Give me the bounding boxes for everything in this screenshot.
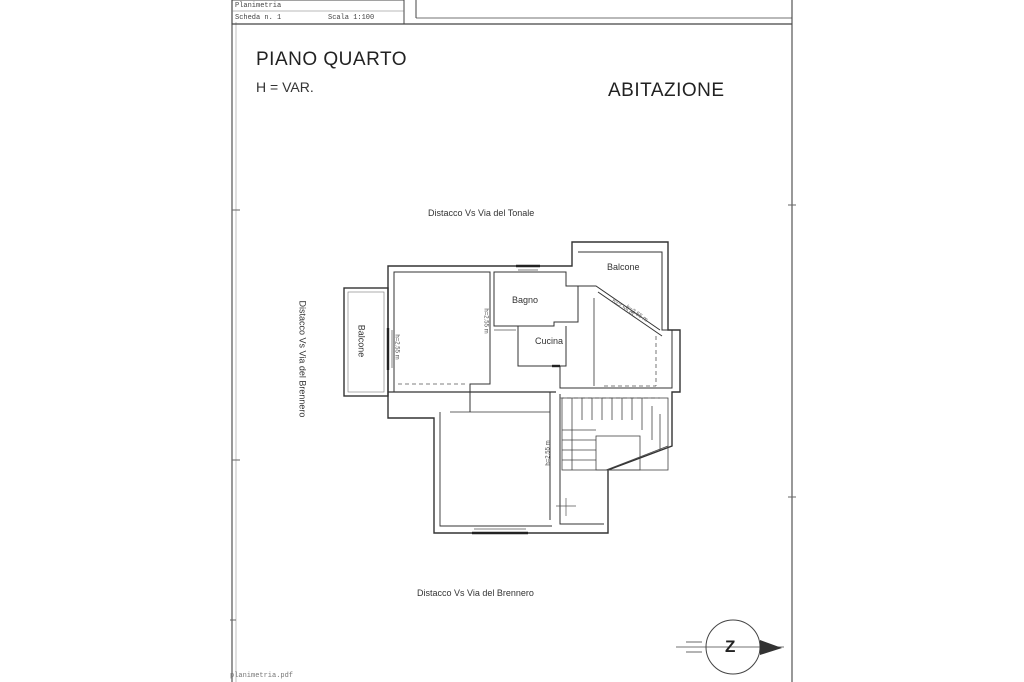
- floor-title: PIANO QUARTO: [256, 49, 407, 70]
- footer-file-name: planimetria.pdf: [230, 672, 294, 680]
- dimension-note: h=2.55 m: [624, 304, 649, 324]
- staircase: [562, 398, 668, 470]
- dimension-note: h=2.55 m: [610, 298, 635, 318]
- sheet-number: Scheda n. 1: [235, 14, 282, 22]
- label-left-street: Distacco Vs Via del Brennero: [297, 300, 308, 418]
- room-label-balcone-right: Balcone: [607, 262, 640, 272]
- height-label: H = VAR.: [256, 79, 314, 95]
- cucina-walls: [518, 326, 566, 366]
- label-top-street: Distacco Vs Via del Tonale: [428, 208, 535, 218]
- unit-type-label: ABITAZIONE: [608, 80, 725, 101]
- dimension-note: h=2.55 m: [393, 334, 400, 360]
- room-label-cucina: Cucina: [535, 336, 564, 346]
- dimension-note: h=2.55 m: [482, 308, 489, 334]
- room-label-balcone-left: Balcone: [356, 324, 367, 358]
- dimension-note: h=2.55 m: [545, 440, 552, 466]
- label-bottom-street: Distacco Vs Via del Brennero: [417, 588, 534, 598]
- balcony-right-walls: [560, 252, 672, 388]
- compass-letter: Z: [725, 637, 736, 656]
- room-label-bagno: Bagno: [512, 295, 539, 305]
- scale-label: Scala 1:100: [328, 14, 375, 22]
- document-type: Planimetria: [235, 2, 282, 10]
